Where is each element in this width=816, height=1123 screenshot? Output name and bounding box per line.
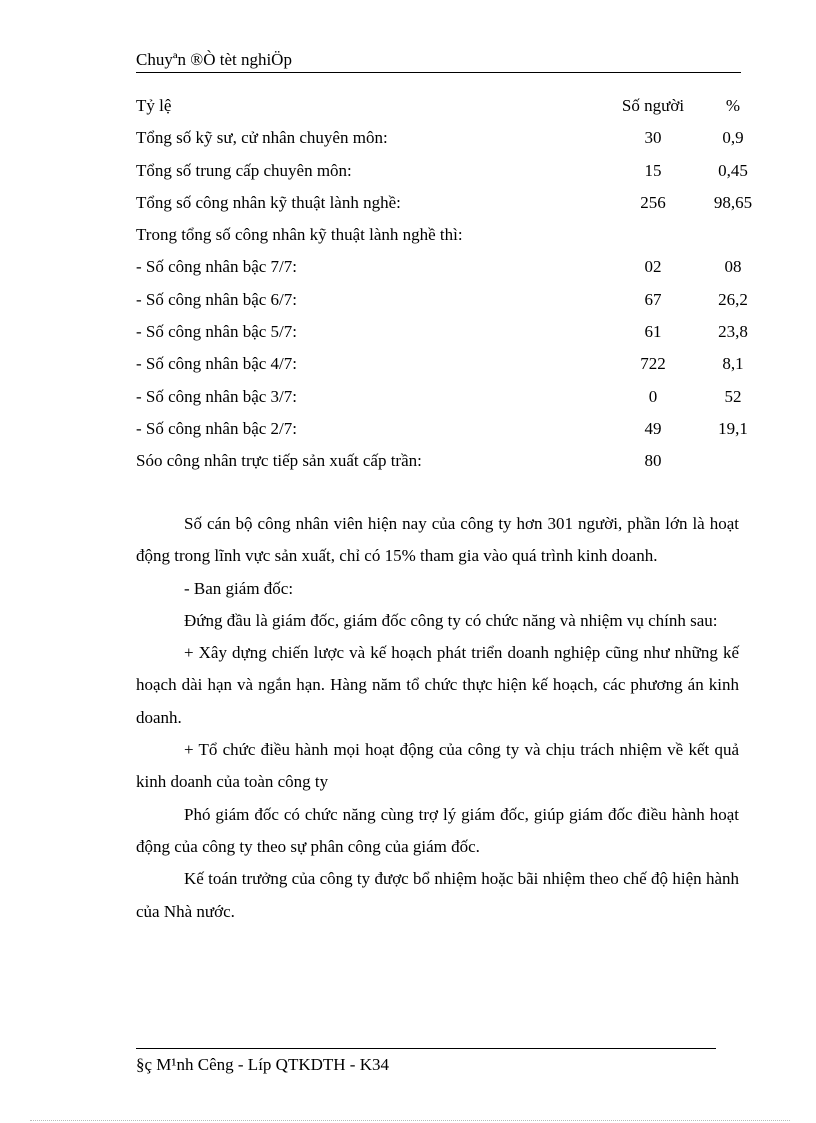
paragraph: Kế toán trưởng của công ty được bổ nhiệm hoặc bãi nhiệm theo chế độ hiện hành của Nhà nước. xyxy=(136,869,739,921)
paragraph: Số cán bộ công nhân viên hiện nay của công ty hơn 301 người, phần lớn là hoạt động trong lĩnh vực sản xuất, chỉ có 15% tham gia vào quá trình kinh doanh. xyxy=(136,514,739,566)
header-text: Chuyªn ®Ò tèt nghiÖp xyxy=(136,50,292,69)
row-count: 0 xyxy=(648,386,658,406)
row-percent: 0,45 xyxy=(718,160,748,180)
paragraph: + Xây dựng chiến lược và kế hoạch phát triển doanh nghiệp cũng như những kế hoạch dài hạn và ngắn hạn. Hàng năm tổ chức thực hiện kế hoạch, các phương án kinh doanh. xyxy=(136,643,739,727)
row-percent: 0,9 xyxy=(722,128,744,148)
table-row xyxy=(136,445,741,477)
row-label: Tổng số trung cấp chuyên môn: xyxy=(136,160,352,180)
row-count: 49 xyxy=(644,418,662,438)
table-header-row xyxy=(136,90,741,122)
row-label: - Số công nhân bậc 2/7: xyxy=(136,418,297,438)
paragraph: - Ban giám đốc: xyxy=(184,578,294,598)
table-row xyxy=(136,348,744,380)
table-row xyxy=(136,219,741,251)
table-row xyxy=(136,122,744,154)
page-header xyxy=(136,50,741,73)
row-percent: 52 xyxy=(724,386,742,406)
table-row xyxy=(136,381,741,413)
staff-statistics-table xyxy=(136,90,753,478)
row-count: 80 xyxy=(644,451,662,471)
paragraph: Đứng đầu là giám đốc, giám đốc công ty có chức năng và nhiệm vụ chính sau: xyxy=(184,610,718,630)
column-header-percent: % xyxy=(725,96,741,115)
row-label: - Số công nhân bậc 6/7: xyxy=(136,289,297,309)
footer-text: §ç M¹nh Cêng - Líp QTKDTH - K34 xyxy=(136,1055,389,1074)
table-row xyxy=(136,187,753,219)
table-row xyxy=(136,284,748,316)
table-row xyxy=(136,155,748,187)
row-percent: 26,2 xyxy=(718,289,748,309)
row-percent: 8,1 xyxy=(722,354,744,374)
row-percent: 19,1 xyxy=(718,418,748,438)
row-count: 02 xyxy=(644,257,662,277)
column-header-count: Số người xyxy=(621,96,685,115)
row-count: 15 xyxy=(644,160,662,180)
column-header-label: Tỷ lệ xyxy=(136,96,172,115)
row-label: Sóo công nhân trực tiếp sản xuất cấp trần: xyxy=(136,451,422,471)
table-row xyxy=(136,316,748,348)
table-row xyxy=(136,413,748,445)
page-bottom-divider xyxy=(30,1120,790,1121)
table-row xyxy=(136,251,741,283)
row-percent: 98,65 xyxy=(713,192,753,212)
row-label: Tổng số kỹ sư, cử nhân chuyên môn: xyxy=(136,128,388,148)
body-text xyxy=(136,508,739,928)
row-label: - Số công nhân bậc 4/7: xyxy=(136,354,297,374)
row-percent: 08 xyxy=(724,257,742,277)
row-label: Tổng số công nhân kỹ thuật lành nghề: xyxy=(136,192,401,212)
row-label: - Số công nhân bậc 5/7: xyxy=(136,322,297,342)
row-count: 256 xyxy=(640,192,666,212)
row-count: 67 xyxy=(644,289,662,309)
row-count: 30 xyxy=(644,128,662,148)
paragraph: Phó giám đốc có chức năng cùng trợ lý giám đốc, giúp giám đốc điều hành hoạt động của công ty theo sự phân công của giám đốc. xyxy=(136,804,739,856)
row-count: 61 xyxy=(644,322,662,342)
page-footer xyxy=(136,1048,716,1075)
row-label: - Số công nhân bậc 7/7: xyxy=(136,257,297,277)
row-percent: 23,8 xyxy=(718,322,748,342)
paragraph: + Tổ chức điều hành mọi hoạt động của công ty và chịu trách nhiệm về kết quả kinh doanh của toàn công ty xyxy=(136,740,739,792)
row-count: 722 xyxy=(640,354,666,374)
row-label: Trong tổng số công nhân kỹ thuật lành nghề thì: xyxy=(136,225,463,245)
row-label: - Số công nhân bậc 3/7: xyxy=(136,386,297,406)
